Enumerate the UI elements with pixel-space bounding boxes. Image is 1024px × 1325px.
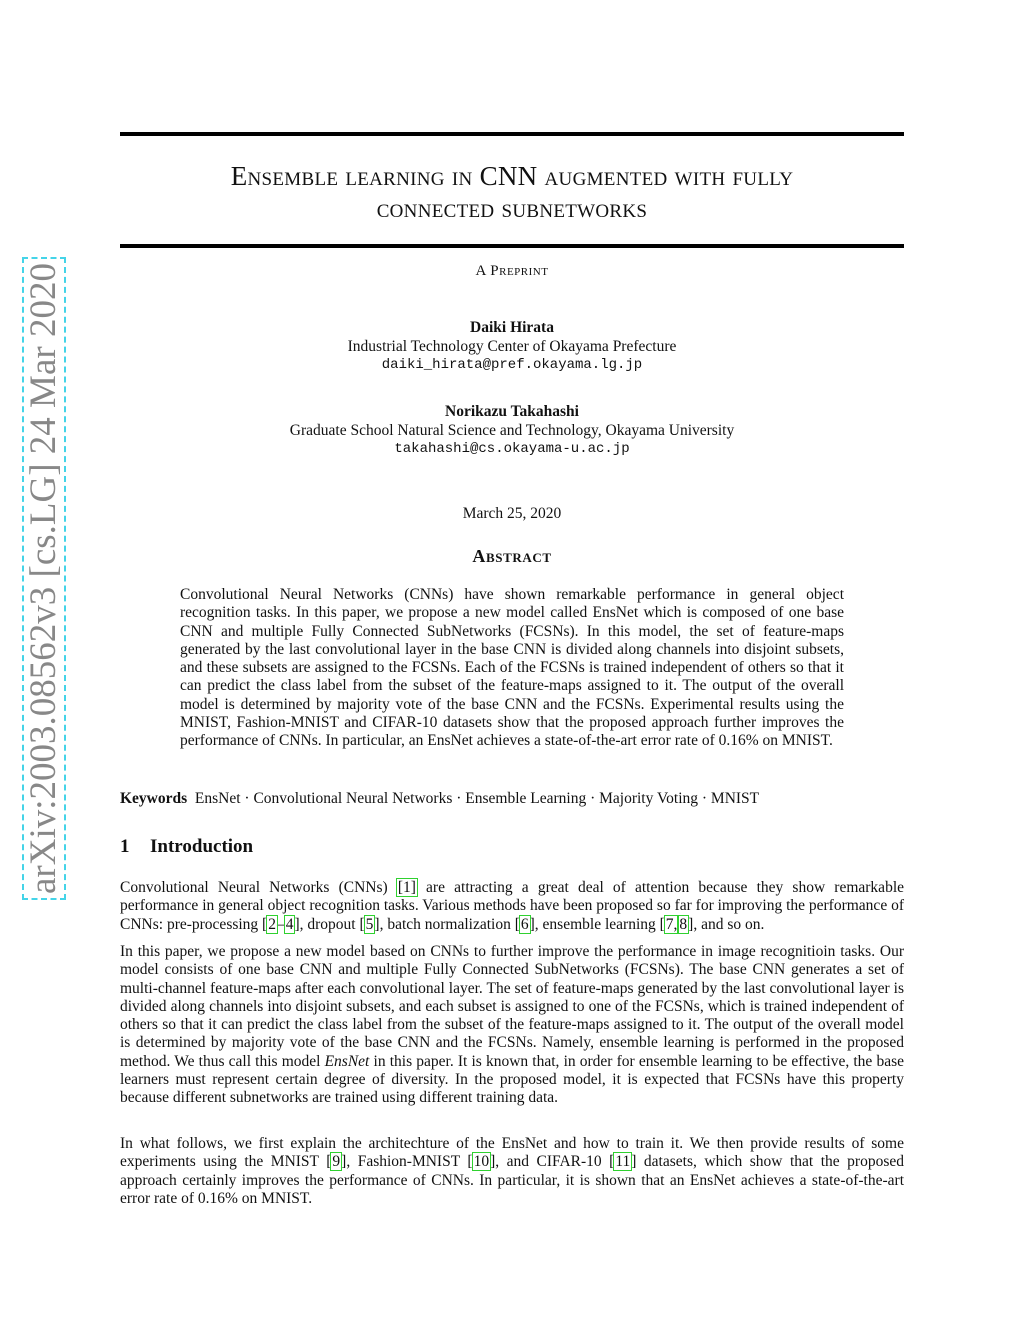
- author-email[interactable]: takahashi@cs.okayama-u.ac.jp: [394, 441, 630, 457]
- text-run: ] datasets, which show that the proposed approach certainly improves the performance of CNNs. In particular, it is shown that an EnsNet achieves a state-of-the-art error rate of 0.16% on MNIST.: [120, 1153, 904, 1207]
- text-run: are attracting a great deal of attention because they show remarkable performance in general object recognition tasks. Various methods have been proposed so far for improving the performance of CNNs: pre-processing [: [120, 879, 905, 933]
- author-name: Norikazu Takahashi: [445, 403, 579, 420]
- citation-link[interactable]: 4: [285, 915, 294, 933]
- text-run: ], batch normalization [: [374, 915, 520, 933]
- author-block-1: [120, 318, 904, 375]
- abstract-heading: Abstract: [472, 546, 552, 566]
- intro-paragraph-2: [120, 943, 904, 1108]
- author-name: Daiki Hirata: [470, 319, 554, 336]
- text-run: ], dropout [: [294, 915, 365, 933]
- section-title: Introduction: [150, 836, 254, 857]
- intro-paragraph-3: [120, 1135, 904, 1208]
- citation-link[interactable]: 9: [332, 1153, 341, 1171]
- text-run: In this paper, we propose a new model based on CNNs to further improve the performance in image recognitioin tasks. Our model consists of one base CNN and multiple Fully Connected SubNetworks (FCSNs). The base CNN generates a set of multi-channel feature-maps after each convolutional layer. The set of feature-maps generated by the last convolutional layer is divided along channels into disjoint subsets, and each subset is assigned to one of the FCSNs, which is trained independent of others so that it can predict the class label from the subset of the feature-maps assigned to it. The output of the overall model is determined by majority vote of the base CNN and the FCSNs. Namely, ensemble learning is performed in the proposed method. We thus call this model: [120, 943, 904, 1070]
- abstract-text: Convolutional Neural Networks (CNNs) have shown remarkable performance in general object recognition tasks. In this paper, we propose a new model called EnsNet which is composed of one base CNN and multiple Fully Connected SubNetworks (FCSNs). In this model, the set of feature-maps generated by the last convolutional layer in the base CNN is divided along channels into disjoint subsets, and these subsets are assigned to the FCSNs. Each of the FCSNs is trained independent of others so that it can predict the class label from the subset of the feature-maps assigned to it. The output of the overall model is determined by majority vote of the base CNN and the FCSNs. Experimental results using the MNIST, Fashion-MNIST and CIFAR-10 datasets show that the proposed approach further improves the performance of CNNs. In particular, an EnsNet achieves a state-of-the-art error rate of 0.16% on MNIST.: [180, 586, 844, 750]
- text-run: ], and CIFAR-10 [: [490, 1153, 615, 1171]
- paper-title-line-1: Ensemble learning in CNN augmented with fully: [230, 161, 794, 191]
- arxiv-sidebar-stamp[interactable]: arXiv:2003.08562v3 [cs.LG] 24 Mar 2020: [22, 257, 66, 900]
- preprint-label: A Preprint: [475, 263, 549, 279]
- text-run: ], Fashion-MNIST [: [341, 1153, 473, 1171]
- text-run: ], and so on.: [688, 915, 765, 933]
- text-run: Convolutional Neural Networks (CNNs): [120, 879, 397, 896]
- intro-paragraph-1: [120, 879, 904, 934]
- keywords-label: Keywords: [120, 790, 188, 807]
- citation-link[interactable]: 11: [615, 1153, 631, 1171]
- emphasis-ensnet: EnsNet: [324, 1052, 370, 1070]
- citation-link[interactable]: 10: [473, 1153, 490, 1171]
- text-run: ], ensemble learning [: [529, 915, 665, 933]
- paper-date: March 25, 2020: [462, 505, 562, 522]
- text-run: –: [276, 915, 285, 933]
- paper-title: [120, 160, 904, 224]
- text-run: in this paper. It is known that, in order for ensemble learning to be effective, the base learners must represent certain degree of diversity. In the proposed model, it is expected that FCSNs have this property because different subnetworks are trained using different training data.: [120, 1052, 905, 1107]
- citation-link[interactable]: [1]: [397, 879, 416, 896]
- citation-link[interactable]: 6: [520, 915, 529, 933]
- author-affiliation: Industrial Technology Center of Okayama Prefecture: [347, 338, 677, 355]
- text-run: In what follows, we first explain the architechture of the EnsNet and how to train it. We then provide results of some experiments using the MNIST [: [120, 1135, 904, 1171]
- citation-link[interactable]: 8: [679, 915, 688, 933]
- author-email[interactable]: daiki_hirata@pref.okayama.lg.jp: [381, 357, 643, 373]
- keywords-line: [120, 790, 904, 808]
- title-bottom-rule: [120, 244, 904, 248]
- citation-link[interactable]: 7,: [665, 915, 678, 933]
- citation-link[interactable]: 2: [268, 915, 276, 933]
- author-affiliation: Graduate School Natural Science and Technology, Okayama University: [289, 422, 735, 439]
- keywords-text: EnsNet · Convolutional Neural Networks · Ensemble Learning · Majority Voting · MNIST: [194, 790, 760, 807]
- citation-link[interactable]: 5: [365, 915, 374, 933]
- paper-title-line-2: connected subnetworks: [376, 193, 648, 223]
- title-top-rule: [120, 132, 904, 136]
- section-heading-introduction: [120, 836, 253, 858]
- author-block-2: [120, 402, 904, 459]
- section-number: 1: [120, 836, 130, 857]
